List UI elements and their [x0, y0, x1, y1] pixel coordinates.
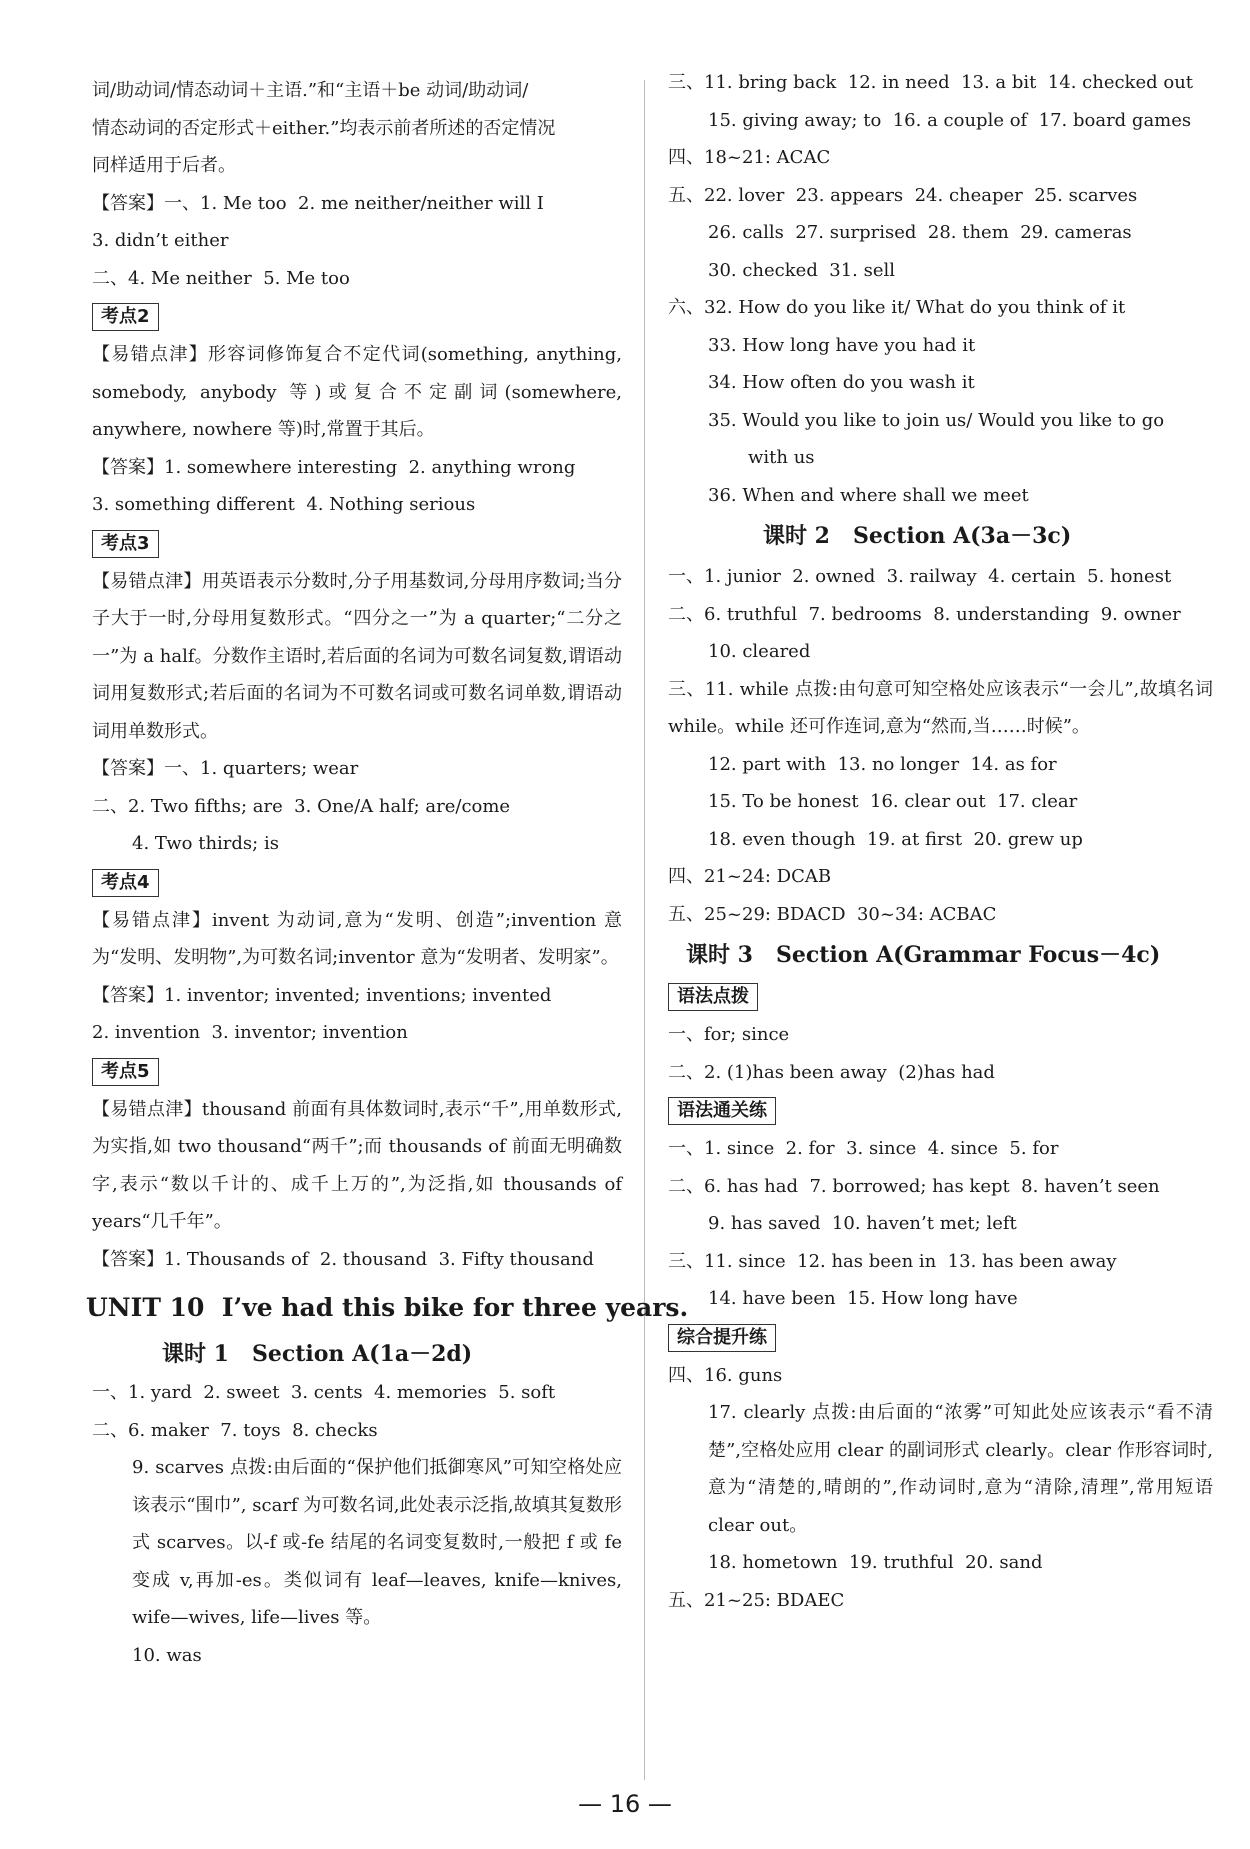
answer-line: 二、6. has had 7. borrowed; has kept 8. haven’t seen [668, 1175, 1160, 1197]
section-tag: 语法通关练 [668, 1097, 776, 1125]
lesson-title: 课时 2 Section A(3a－3c) [763, 523, 1072, 549]
answer-line: 四、16. guns [668, 1364, 783, 1386]
intro-line: 同样适用于后者。 [92, 155, 236, 176]
key-point-tag: 考点5 [92, 1058, 159, 1086]
lesson-title: 课时 3 Section A(Grammar Focus－4c) [686, 942, 1161, 968]
page-number: — 16 — [578, 1790, 672, 1818]
answer-line: 14. have been 15. How long have [708, 1288, 1018, 1309]
key-point-tag: 考点3 [92, 530, 159, 558]
answer-line: 9. has saved 10. haven’t met; left [708, 1213, 1017, 1234]
key-point-tag: 考点2 [92, 303, 159, 331]
intro-line: 情态动词的否定形式＋either.”均表示前者所述的否定情况 [92, 117, 556, 139]
answer-line: 18. hometown 19. truthful 20. sand [708, 1552, 1043, 1573]
answer-line: 2. invention 3. inventor; invention [92, 1022, 408, 1043]
answer-line: 二、4. Me neither 5. Me too [92, 267, 350, 289]
answer-line: 二、6. maker 7. toys 8. checks [92, 1419, 378, 1441]
key-point-tag: 考点4 [92, 869, 159, 897]
intro-line: 词/助动词/情态动词＋主语.”和“主语＋be 动词/助动词/ [92, 80, 529, 101]
tip-text: 【易错点津】用英语表示分数时,分子用基数词,分母用序数词;当分子大于一时,分母用复数形式。“四分之一”为 a quarter;“二分之一”为 a half。分数作主语时,若后面的名词为可数名词复数,谓语动词用复数形式;若后面的名词为不可数名词或可数名词单数,谓语动词用单数形式。 [92, 570, 622, 742]
answer-line: with us [748, 447, 815, 468]
explanation-text: 17. clearly 点拨:由后面的“浓雾”可知此处应该表示“看不清楚”,空格处应用 clear 的副词形式 clearly。clear 作形容词时,意为“清楚的,晴朗的”,作动词时,意为“清除,清理”,常用短语 clear out。 [708, 1402, 1213, 1536]
answer-line: 15. giving away; to 16. a couple of 17. board games [708, 109, 1192, 131]
left-column [86, 72, 689, 1674]
answer-line: 36. When and where shall we meet [708, 484, 1029, 506]
column-divider [644, 80, 645, 1780]
answer-line: 五、22. lover 23. appears 24. cheaper 25. scarves [668, 184, 1138, 206]
answer-line: 3. something different 4. Nothing serious [92, 494, 476, 515]
answer-line: 18. even though 19. at first 20. grew up [708, 828, 1083, 850]
answer-line: 【答案】1. somewhere interesting 2. anything wrong [92, 456, 576, 478]
answer-line: 【答案】1. Thousands of 2. thousand 3. Fifty thousand [92, 1248, 594, 1270]
explanation-text: 9. scarves 点拨:由后面的“保护他们抵御寒风”可知空格处应该表示“围巾”, scarf 为可数名词,此处表示泛指,故填其复数形式 scarves。以-f 或-fe 结尾的名词变复数时,一般把 f 或 fe 变成 v,再加-es。类似词有 leaf—leaves, knife—knives, wife—wives, life—lives 等。 [132, 1457, 622, 1628]
answer-line: 六、32. How do you like it/ What do you think of it [668, 297, 1126, 318]
answer-line: 15. To be honest 16. clear out 17. clear [708, 791, 1078, 812]
answer-line: 3. didn’t either [92, 230, 229, 251]
answer-line: 三、11. bring back 12. in need 13. a bit 14. checked out [668, 72, 1194, 93]
answer-line: 二、2. Two fifths; are 3. One/A half; are/come [92, 795, 511, 817]
answer-line: 35. Would you like to join us/ Would you like to go [708, 409, 1165, 431]
answer-line: 一、for; since [668, 1024, 790, 1045]
answer-line: 4. Two thirds; is [132, 833, 279, 854]
answer-line: 一、1. junior 2. owned 3. railway 4. certain 5. honest [668, 566, 1172, 587]
tip-text: 【易错点津】形容词修饰复合不定代词(something, anything, somebody, anybody 等)或复合不定副词(somewhere, anywhere, nowhere 等)时,常置于其后。 [92, 344, 622, 440]
answer-line: 【答案】一、1. Me too 2. me neither/neither will I [92, 192, 544, 214]
answer-line: 33. How long have you had it [708, 334, 976, 356]
answer-line: 【答案】一、1. quarters; wear [92, 758, 359, 779]
answer-line: 四、21~24: DCAB [668, 866, 832, 887]
tip-text: 【易错点津】thousand 前面有具体数词时,表示“千”,用单数形式,为实指,如 two thousand“两千”;而 thousands of 前面无明确数字,表示“数以千计的、成千上万的”,为泛指,如 thousands of years“几千年”。 [92, 1098, 622, 1232]
answer-line: 五、21~25: BDAEC [668, 1589, 845, 1611]
lesson-title: 课时 1 Section A(1a－2d) [162, 1341, 473, 1367]
answer-line: 二、2. (1)has been away (2)has had [668, 1061, 995, 1083]
answer-line: 10. was [132, 1644, 202, 1666]
answer-line: 【答案】1. inventor; invented; inventions; invented [92, 984, 552, 1006]
answer-line: 12. part with 13. no longer 14. as for [708, 753, 1057, 775]
answer-line: 30. checked 31. sell [708, 259, 896, 281]
answer-line: 10. cleared [708, 641, 811, 662]
answer-line: 三、11. since 12. has been in 13. has been away [668, 1250, 1117, 1272]
answer-line: 一、1. yard 2. sweet 3. cents 4. memories 5. soft [92, 1382, 556, 1403]
tip-text: 【易错点津】invent 为动词,意为“发明、创造”;invention 意为“发明、发明物”,为可数名词;inventor 意为“发明者、发明家”。 [92, 909, 622, 968]
unit-title: UNIT 10 I’ve had this bike for three years. [86, 1293, 689, 1322]
explanation-text: 三、11. while 点拨:由句意可知空格处应该表示“一会儿”,故填名词 while。while 还可作连词,意为“然而,当……时候”。 [668, 678, 1213, 737]
answer-line: 二、6. truthful 7. bedrooms 8. understanding 9. owner [668, 603, 1181, 625]
right-column [668, 64, 1213, 1619]
answer-line: 五、25~29: BDACD 30~34: ACBAC [668, 903, 997, 925]
answer-line: 34. How often do you wash it [708, 372, 975, 393]
answer-line: 四、18~21: ACAC [668, 147, 831, 168]
section-tag: 语法点拨 [668, 983, 758, 1011]
answer-line: 26. calls 27. surprised 28. them 29. cameras [708, 222, 1132, 243]
section-tag: 综合提升练 [668, 1324, 776, 1352]
answer-line: 一、1. since 2. for 3. since 4. since 5. for [668, 1138, 1059, 1159]
